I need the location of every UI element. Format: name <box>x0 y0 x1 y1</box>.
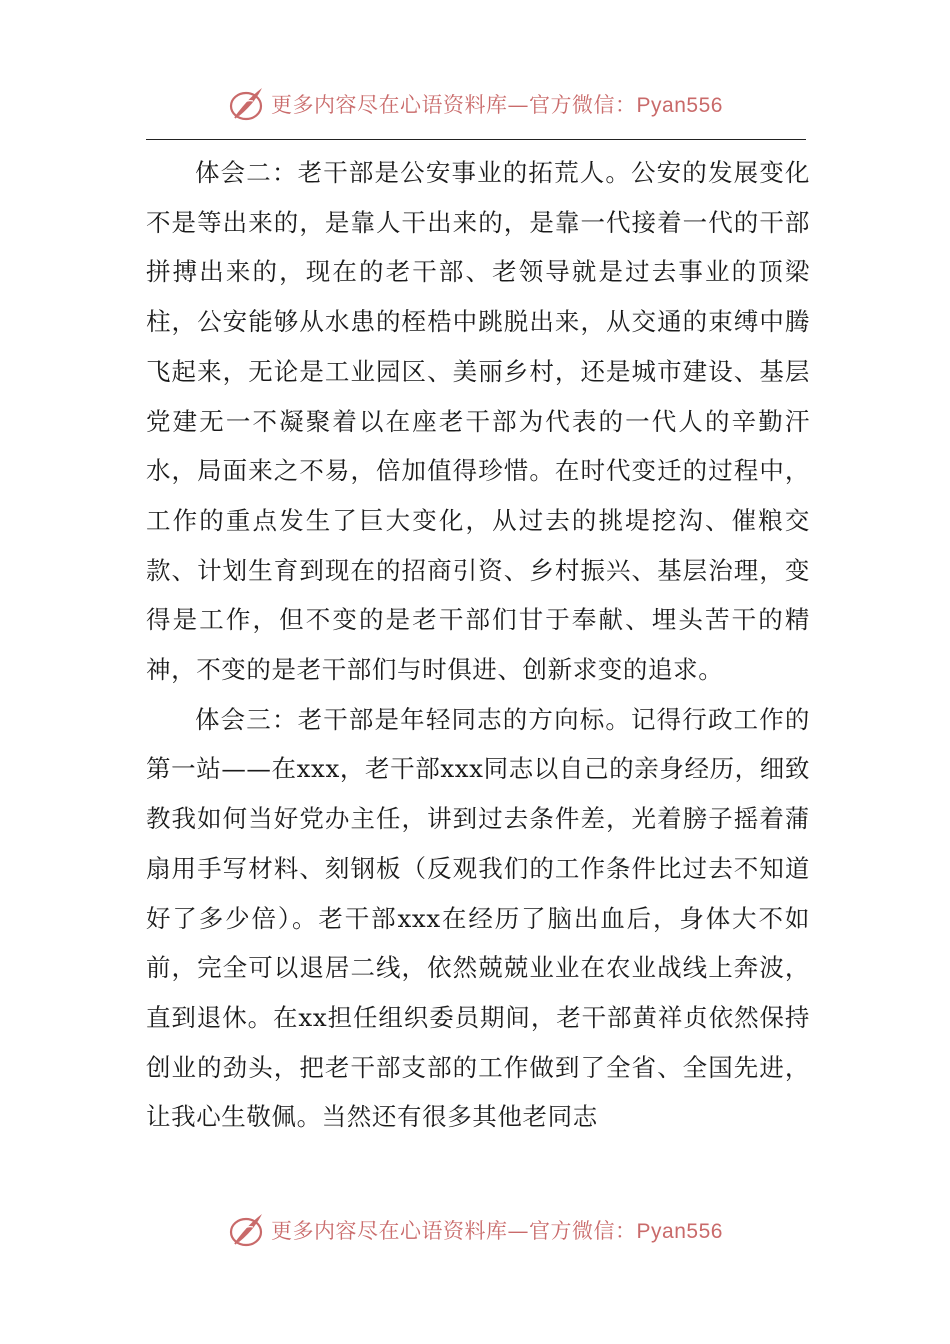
footer-banner-text: 更多内容尽在心语资料库—官方微信：Pyan556 <box>271 1219 723 1243</box>
header-divider <box>146 139 806 140</box>
header-banner-text: 更多内容尽在心语资料库—官方微信：Pyan556 <box>271 93 723 117</box>
header-watermark-banner <box>0 82 950 126</box>
document-body <box>146 148 810 1142</box>
quill-pen-logo-icon <box>227 1210 267 1250</box>
paragraph-experience-two: 体会二：老干部是公安事业的拓荒人。公安的发展变化不是等出来的，是靠人干出来的，是靠一代接着一代的干部拼搏出来的，现在的老干部、老领导就是过去事业的顶梁柱，公安能够从水患的桎梏中跳脱出来，从交通的束缚中腾飞起来，无论是工业园区、美丽乡村，还是城市建设、基层党建无一不凝聚着以在座老干部为代表的一代人的辛勤汗水，局面来之不易，倍加值得珍惜。在时代变迁的过程中，工作的重点发生了巨大变化，从过去的挑堤挖沟、催粮交款、计划生育到现在的招商引资、乡村振兴、基层治理，变得是工作，但不变的是老干部们甘于奉献、埋头苦干的精神，不变的是老干部们与时俱进、创新求变的追求。 <box>146 158 810 685</box>
quill-pen-logo-icon <box>227 84 267 124</box>
paragraph-experience-three: 体会三：老干部是年轻同志的方向标。记得行政工作的第一站——在xxx，老干部xxx同志以自己的亲身经历，细致教我如何当好党办主任，讲到过去条件差，光着膀子摇着蒲扇用手写材料、刻钢板（反观我们的工作条件比过去不知道好了多少倍）。老干部xxx在经历了脑出血后，身体大不如前，完全可以退居二线，依然兢兢业业在农业战线上奔波，直到退休。在xx担任组织委员期间，老干部黄祥贞依然保持创业的劲头，把老干部支部的工作做到了全省、全国先进，让我心生敬佩。当然还有很多其他老同志 <box>146 704 810 1132</box>
header-wechat-id: Pyan556 <box>636 94 723 117</box>
footer-wechat-id: Pyan556 <box>636 1220 723 1243</box>
footer-watermark-banner <box>0 1208 950 1252</box>
